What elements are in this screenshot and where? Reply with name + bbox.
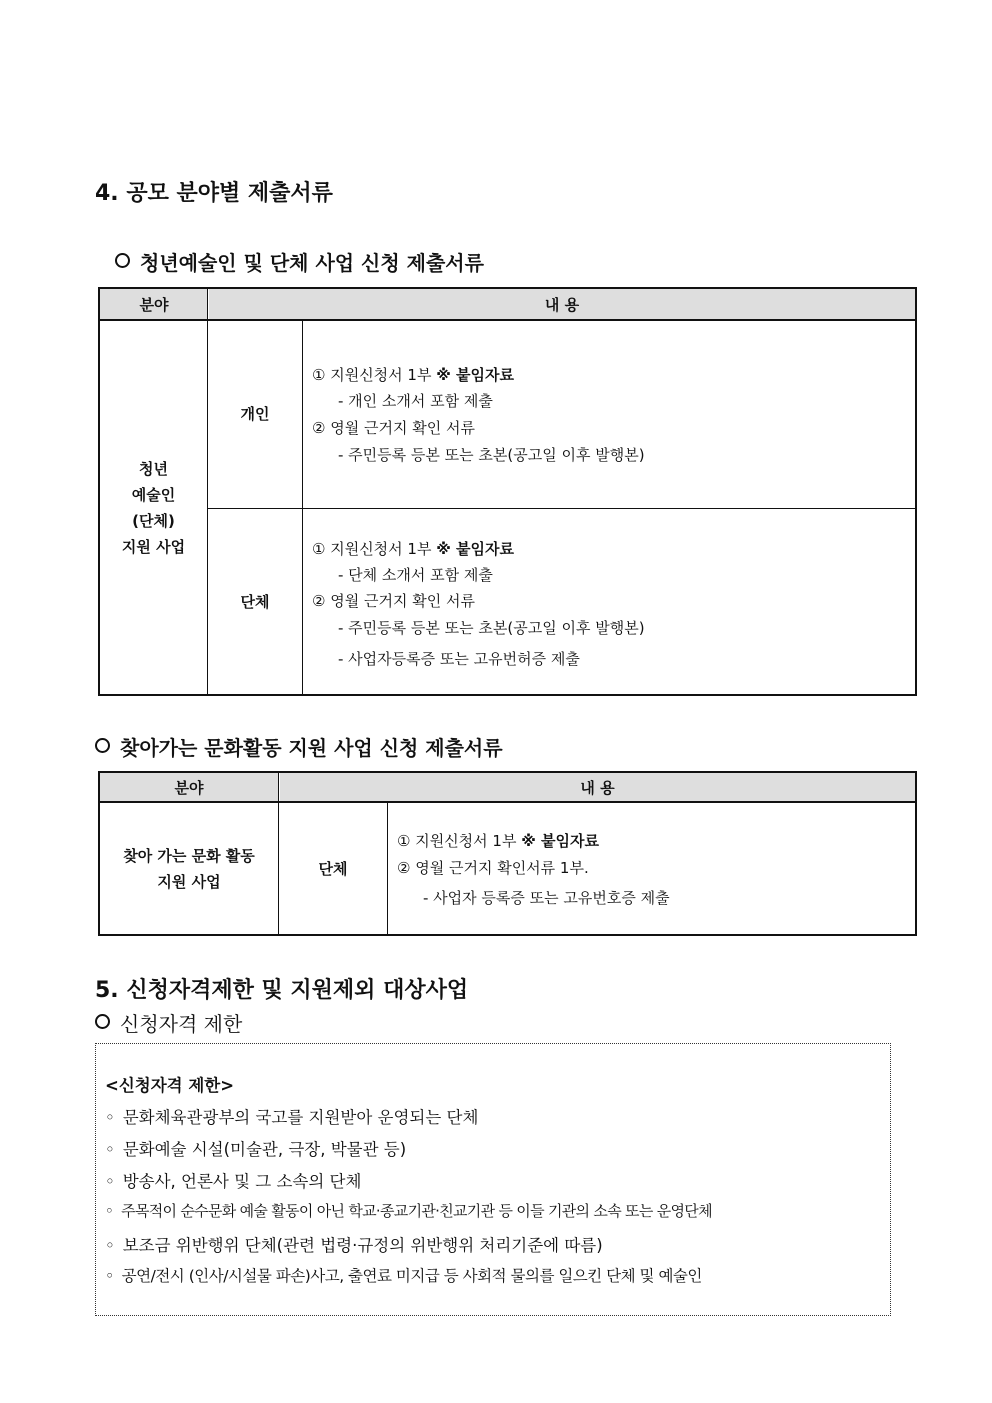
eligibility-line-text: 방송사, 언론사 및 그 소속의 단체 [122, 1172, 362, 1191]
eligibility-line-text: 주목적이 순수문화 예술 활동이 아닌 학교·종교기관·친교기관 등 이들 기관의 소속 또는 운영단체 [121, 1202, 712, 1220]
section-5-subtitle-text: 신청자격 제한 [120, 1012, 243, 1036]
table2-field-line: 찾아 가는 문화 활동 [123, 846, 255, 865]
eligibility-line [105, 1136, 406, 1160]
item-bold-text: ※ 붙임자료 [436, 366, 515, 384]
table2-header-content: 내 용 [280, 773, 915, 801]
table1-group-item-5: - 사업자등록증 또는 고유번허증 제출 [338, 650, 580, 668]
table2-item-3: - 사업자 등록증 또는 고유번호증 제출 [423, 889, 670, 907]
table1-group-item-4: - 주민등록 등본 또는 초본(공고일 이후 발행본) [338, 619, 645, 637]
table1-field-cell [100, 320, 207, 695]
table1-group-item-3: ② 영월 근거지 확인 서류 [312, 592, 475, 610]
eligibility-line-text: 보조금 위반행위 단체(관련 법령·규정의 위반행위 처리기준에 따름) [122, 1236, 603, 1255]
table1-type-group: 단체 [240, 593, 270, 611]
table1-field-line: (단체) [132, 511, 175, 530]
section-4-title: 4. 공모 분야별 제출서류 [95, 181, 333, 206]
eligibility-line [105, 1168, 361, 1192]
bullet-icon: ◦ [105, 1172, 115, 1191]
circle-bullet-icon [95, 1014, 110, 1029]
table2-item-2: ② 영월 근거지 확인서류 1부. [397, 859, 589, 877]
item-bold-text: ※ 붙임자료 [436, 540, 515, 558]
table1-field-line: 예술인 [131, 485, 176, 504]
item-text: ① 지원신청서 1부 [397, 832, 522, 850]
table1-field-line: 지원 사업 [121, 537, 186, 556]
section-5-subtitle [95, 1008, 242, 1037]
bullet-icon: ◦ [105, 1202, 114, 1220]
table1-field-line: 청년 [139, 459, 168, 478]
eligibility-line [105, 1104, 478, 1128]
table2-col-divider-2 [387, 802, 388, 936]
bullet-icon: ◦ [105, 1140, 115, 1159]
table2-item-1 [397, 830, 599, 851]
eligibility-line-text: 문화예술 시설(미술관, 극장, 박물관 등) [122, 1140, 407, 1159]
bullet-icon: ◦ [105, 1267, 114, 1285]
table2-field-cell [100, 803, 278, 934]
eligibility-line [105, 1232, 603, 1256]
table1-header-field: 분야 [100, 289, 208, 319]
circle-bullet-icon [115, 253, 130, 268]
eligibility-line-text: 문화체육관광부의 국고를 지원받아 운영되는 단체 [122, 1108, 479, 1127]
item-text: ① 지원신청서 1부 [312, 540, 437, 558]
eligibility-line [105, 1264, 702, 1286]
eligibility-line [105, 1200, 712, 1221]
section-5-title: 5. 신청자격제한 및 지원제외 대상사업 [95, 978, 469, 1003]
table1-group-item-1 [312, 538, 514, 559]
table1-individual-item-1 [312, 364, 514, 385]
eligibility-line-text: 공연/전시 (인사/시설물 파손)사고, 출연료 미지급 등 사회적 물의를 일으킨 단체 및 예술인 [121, 1267, 702, 1285]
subsection-culture-title-text: 찾아가는 문화활동 지원 사업 신청 제출서류 [120, 736, 503, 760]
table2-field-line: 지원 사업 [157, 872, 221, 891]
subsection-youth-title [115, 247, 484, 276]
table1-row-divider [207, 508, 916, 509]
item-bold-text: ※ 붙임자료 [521, 832, 600, 850]
table1-group-item-2: - 단체 소개서 포함 제출 [338, 566, 493, 584]
bullet-icon: ◦ [105, 1236, 115, 1255]
subsection-culture-title [95, 732, 503, 761]
table1-header-content: 내 용 [209, 289, 915, 319]
table1-individual-item-3: ② 영월 근거지 확인 서류 [312, 419, 475, 437]
table1-individual-item-2: - 개인 소개서 포함 제출 [338, 392, 493, 410]
table2-header-field: 분야 [100, 773, 278, 801]
circle-bullet-icon [95, 738, 110, 753]
eligibility-heading: <신청자격 제한> [105, 1076, 235, 1095]
item-text: ① 지원신청서 1부 [312, 366, 437, 384]
bullet-icon: ◦ [105, 1108, 115, 1127]
table1-individual-item-4: - 주민등록 등본 또는 초본(공고일 이후 발행본) [338, 446, 645, 464]
table2-type-group: 단체 [318, 859, 348, 878]
subsection-youth-title-text: 청년예술인 및 단체 사업 신청 제출서류 [140, 251, 484, 275]
table1-type-individual: 개인 [240, 405, 270, 423]
